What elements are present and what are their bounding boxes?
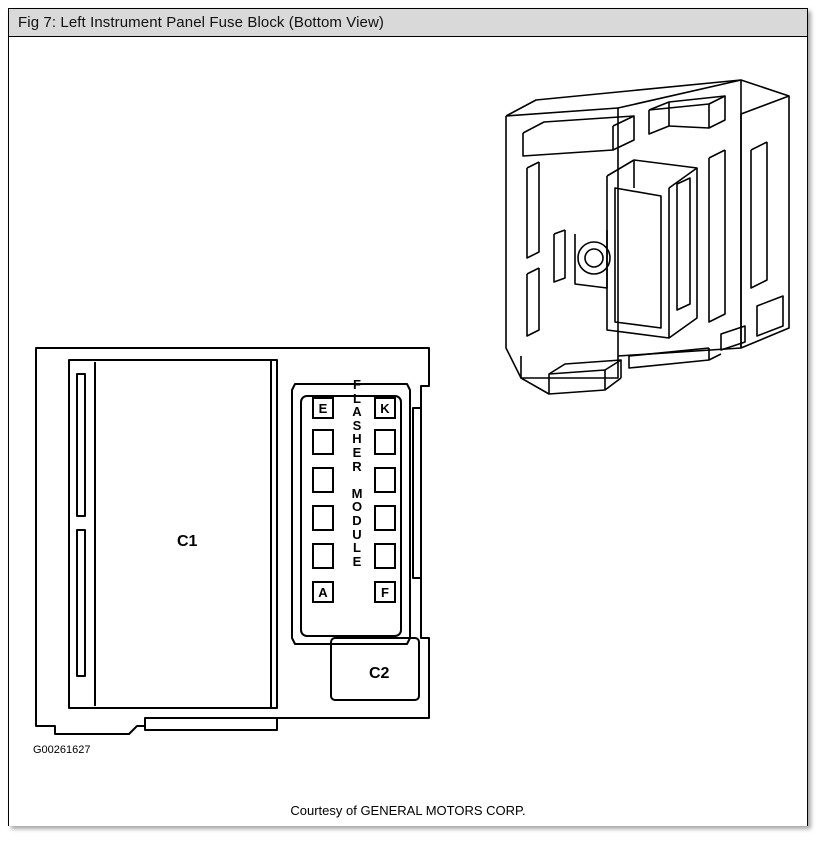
figure-frame: [8, 8, 808, 826]
flasher-letter: A: [352, 404, 362, 420]
figure-canvas: [9, 38, 807, 826]
flasher-letter: F: [353, 377, 361, 392]
slot-label-a: A: [318, 585, 328, 600]
flasher-letter: R: [352, 458, 362, 474]
slot-label-k: K: [380, 401, 390, 416]
figure-caption: Fig 7: Left Instrument Panel Fuse Block (Bottom View): [18, 14, 385, 31]
figure-caption-bar: [9, 9, 807, 37]
flasher-letter: U: [352, 526, 362, 542]
drawing-code: G00261627: [33, 744, 91, 756]
flasher-letter: D: [352, 512, 362, 528]
fuse-block-diagram: [9, 38, 807, 826]
connector-c1-label: C1: [177, 533, 198, 550]
flasher-letter: S: [352, 417, 362, 433]
flasher-letter: E: [352, 553, 362, 569]
flasher-letter: E: [352, 444, 362, 460]
flasher-letter: L: [353, 540, 361, 556]
connector-c2-label: C2: [369, 665, 390, 682]
flasher-letter: M: [351, 485, 363, 501]
relay-slots-right: [375, 398, 395, 602]
flasher-letter: L: [353, 390, 361, 406]
flasher-letter: H: [352, 431, 362, 447]
flasher-module-label: [348, 378, 366, 568]
relay-slots-left: [313, 398, 333, 602]
flasher-letter-gap: [348, 473, 366, 487]
fuse-block-3d-view: [506, 80, 789, 394]
slot-label-f: F: [381, 585, 389, 600]
slot-label-e: E: [318, 401, 328, 416]
flasher-letter: O: [351, 499, 363, 515]
courtesy-note: Courtesy of GENERAL MOTORS CORP.: [290, 803, 526, 818]
